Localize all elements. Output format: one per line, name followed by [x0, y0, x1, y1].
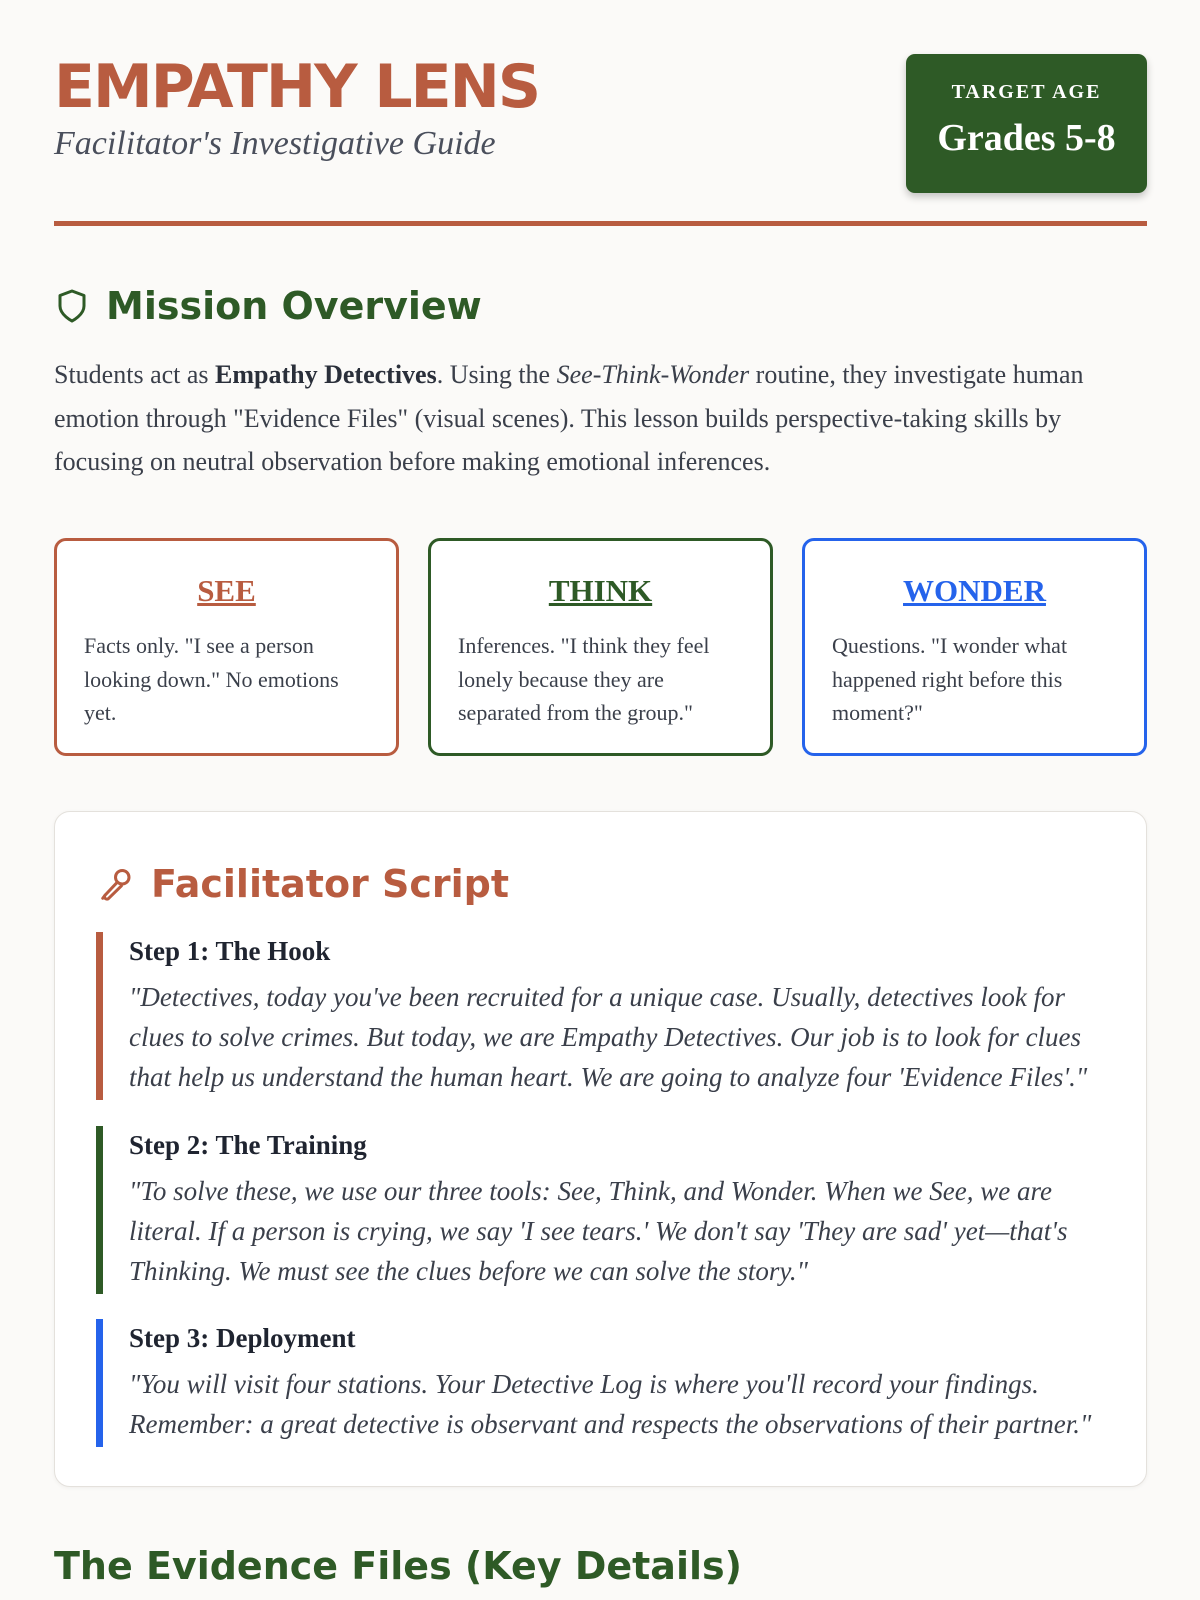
- guide-page: [54, 0, 1147, 1588]
- script-step-title: Step 2: The Training: [129, 1130, 367, 1160]
- facilitator-script-title: Facilitator Script: [151, 862, 510, 906]
- wonder-card-title: WONDER: [903, 573, 1046, 608]
- wonder-card: [802, 538, 1147, 756]
- mission-text-part: . Using the: [436, 360, 557, 389]
- script-step-3: [96, 1319, 1106, 1447]
- script-step-title: Step 1: The Hook: [129, 936, 331, 966]
- page-title: EMPATHY LENS: [54, 52, 540, 122]
- script-step-text: "You will visit four stations. Your Detective Log is where you'll record your findings. Remember: a great detective is observant and respects the observations of their partner.": [129, 1369, 1092, 1439]
- see-card-title: SEE: [197, 573, 256, 608]
- mission-overview-heading: [54, 280, 482, 332]
- think-card: [428, 538, 773, 756]
- page-subtitle: Facilitator's Investigative Guide: [54, 125, 496, 162]
- script-step-1: [96, 932, 1106, 1100]
- evidence-files-heading: The Evidence Files (Key Details): [54, 1544, 742, 1588]
- facilitator-script-panel: [54, 811, 1147, 1487]
- mission-overview-title: Mission Overview: [106, 284, 482, 328]
- wonder-card-text: Questions. "I wonder what happened right before this moment?": [832, 633, 1068, 725]
- see-think-wonder-cards: [54, 538, 1147, 756]
- microphone-icon: [99, 865, 135, 903]
- script-step-text: "Detectives, today you've been recruited for a unique case. Usually, detectives look for clues to solve crimes. But today, we are Empathy Detectives. Our job is to look for clues that help us understand the human heart. We are going to analyze four 'Evidence Files'.": [129, 982, 1088, 1092]
- mission-text-italic: See-Think-Wonder: [556, 360, 750, 389]
- page-header: [54, 0, 1147, 226]
- shield-icon: [54, 287, 90, 325]
- target-age-label: TARGET AGE: [951, 81, 1102, 103]
- think-card-title: THINK: [548, 573, 653, 608]
- target-age-badge: [906, 54, 1147, 193]
- target-age-value: Grades 5-8: [937, 117, 1116, 159]
- script-step-2: [96, 1126, 1106, 1294]
- mission-text-part: routine, they investigate human emotion through "Evidence Files" (visual scenes). This lesson builds perspective-taking skills by focusing on neutral observation before making emotional inferences.: [54, 360, 1084, 476]
- see-card-text: Facts only. "I see a person looking down." No emotions yet.: [84, 633, 339, 725]
- facilitator-script-heading: [99, 856, 509, 912]
- script-step-title: Step 3: Deployment: [129, 1323, 356, 1353]
- see-card: [54, 538, 399, 756]
- think-card-text: Inferences. "I think they feel lonely because they are separated from the group.": [458, 633, 710, 725]
- mission-text-part: Students act as: [54, 360, 216, 389]
- script-step-text: "To solve these, we use our three tools: See, Think, and Wonder. When we See, we are literal. If a person is crying, we say 'I see tears.' We don't say 'They are sad' yet—that's Thinking. We must see the clues before we can solve the story.": [129, 1176, 1068, 1286]
- mission-overview-text: [54, 353, 1147, 484]
- mission-text-bold: Empathy Detectives: [215, 360, 437, 389]
